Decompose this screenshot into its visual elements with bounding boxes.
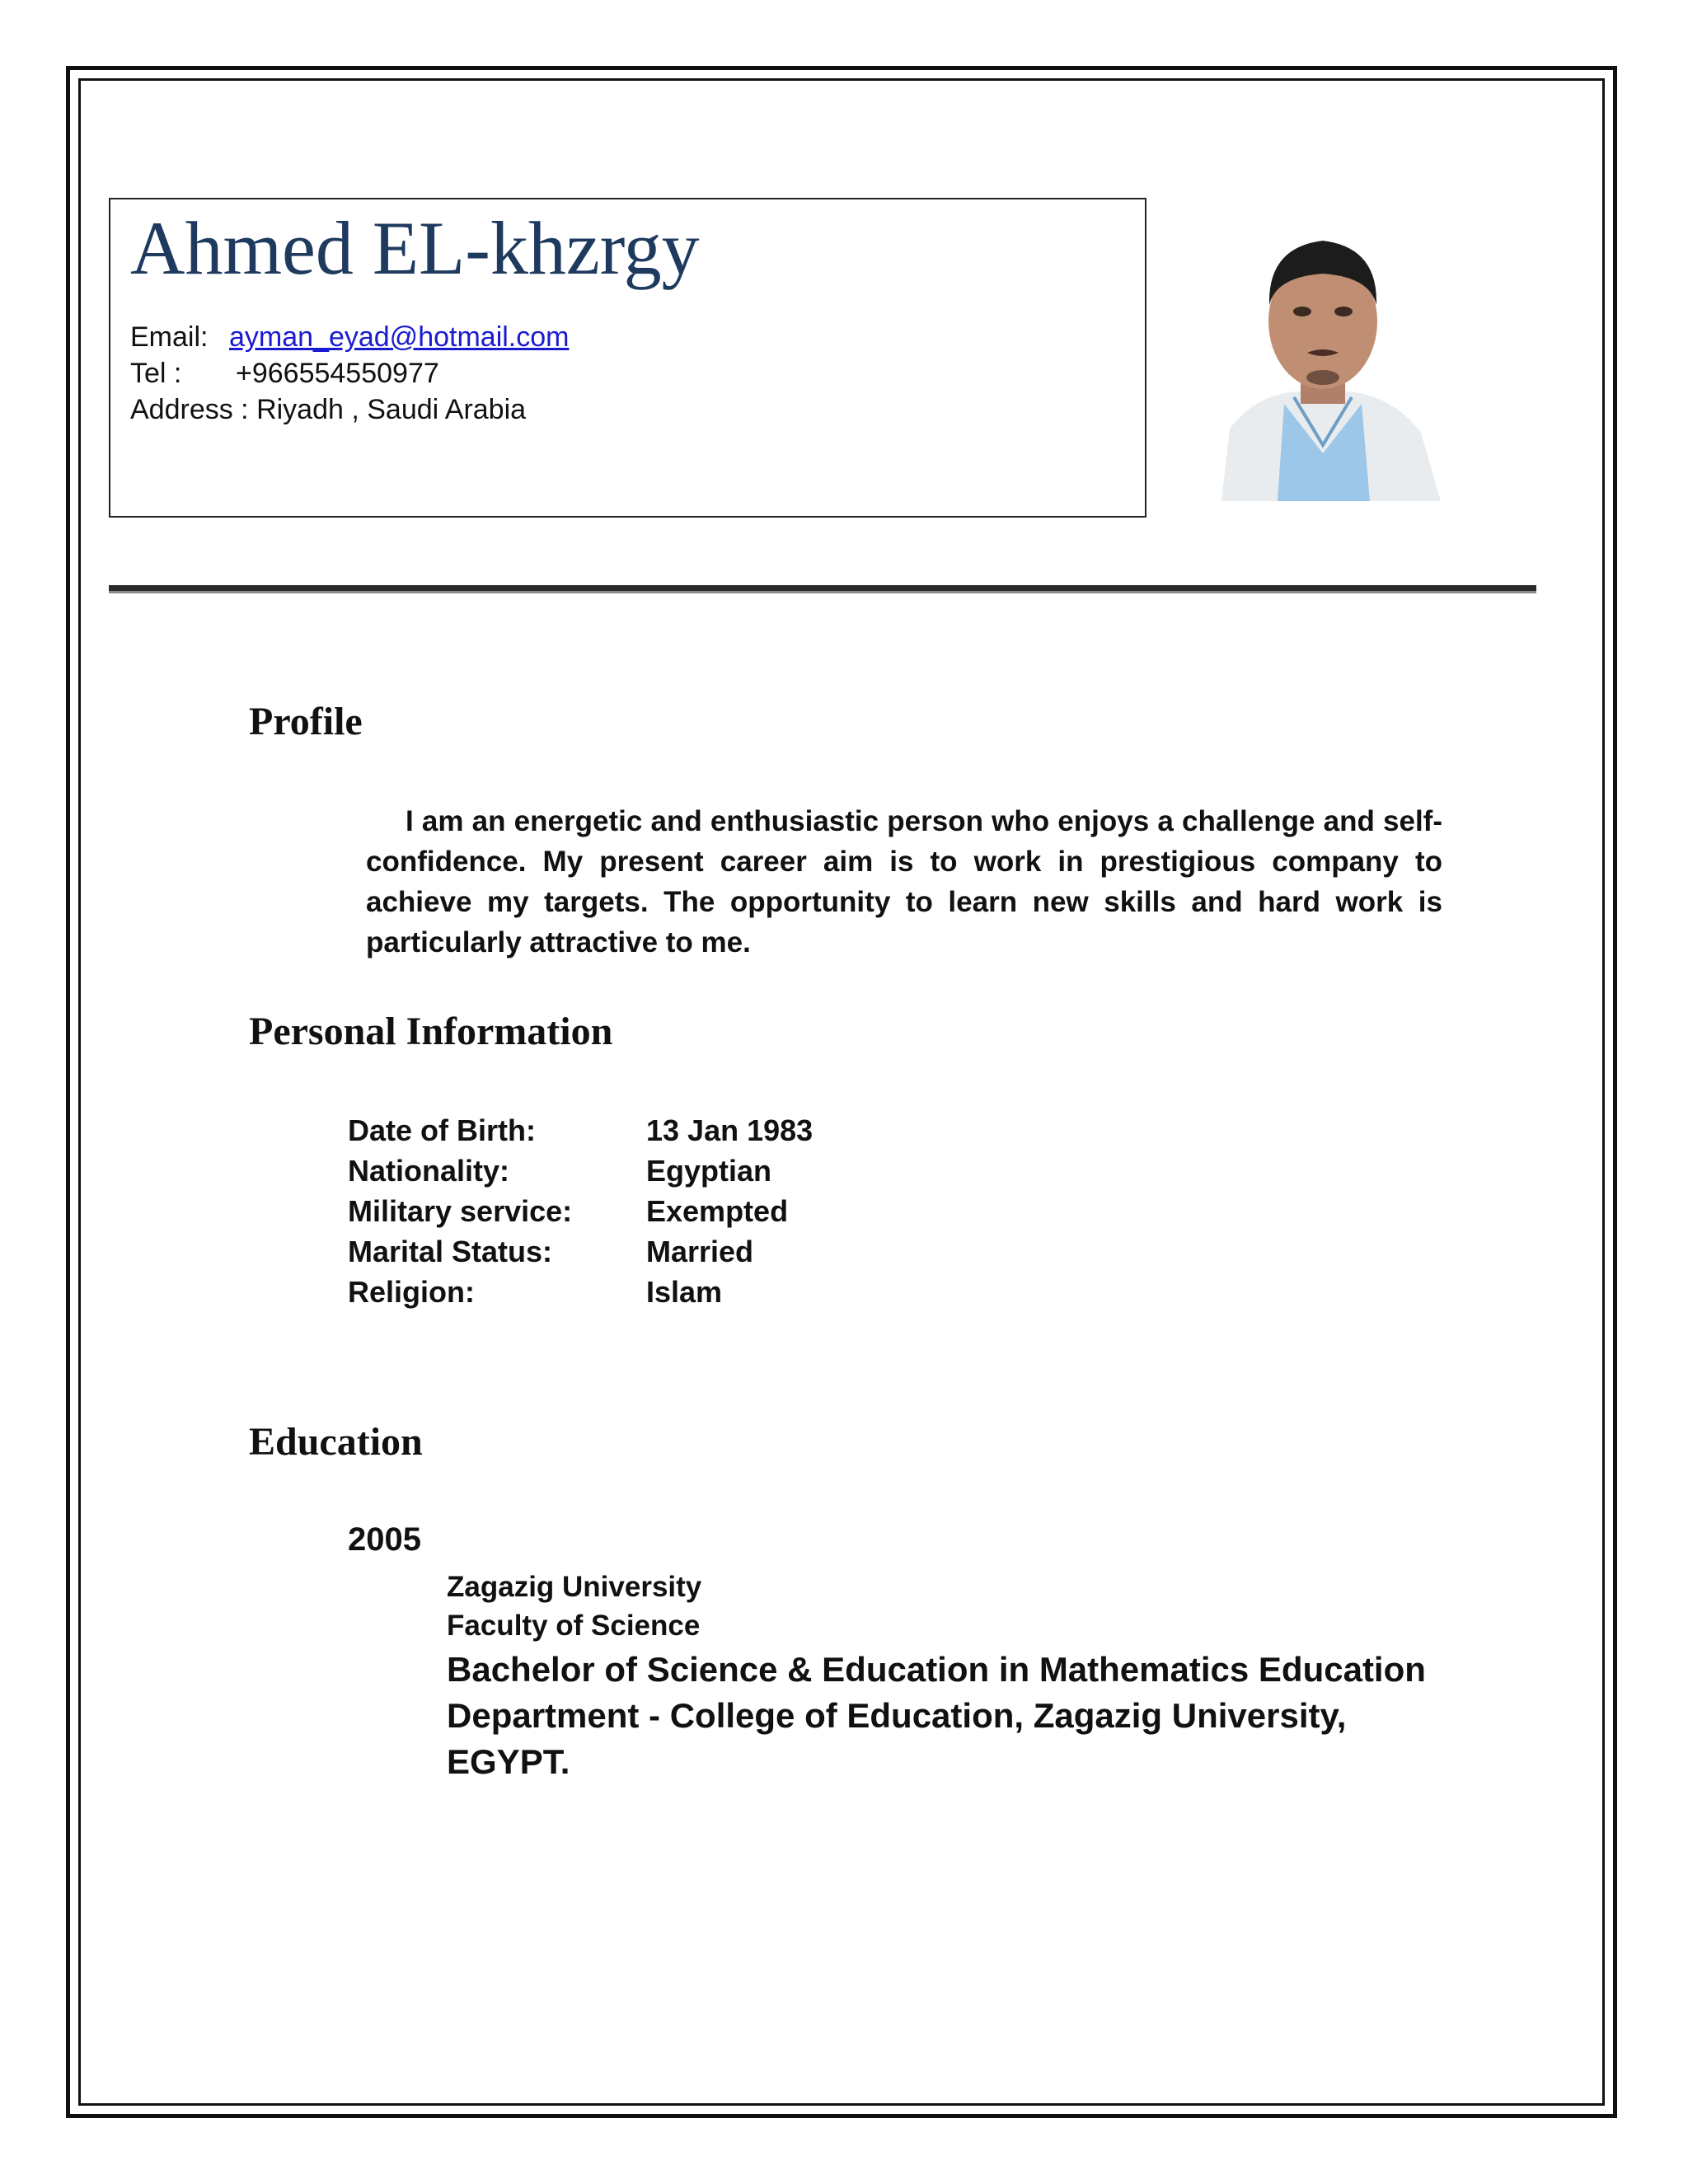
personal-info-row — [348, 1156, 1007, 1193]
education-year: 2005 — [348, 1521, 421, 1558]
tel-line — [130, 358, 439, 389]
education-heading: Education — [249, 1420, 423, 1464]
tel-value: +966554550977 — [236, 358, 439, 389]
info-value: Married — [646, 1235, 754, 1268]
personal-info-heading: Personal Information — [249, 1010, 613, 1053]
info-label: Religion: — [348, 1275, 475, 1309]
info-label: Military service: — [348, 1194, 573, 1228]
info-value: 13 Jan 1983 — [646, 1113, 814, 1147]
info-value: Egyptian — [646, 1154, 772, 1188]
tel-label: Tel : — [130, 358, 182, 389]
email-link[interactable]: ayman_eyad@hotmail.com — [229, 321, 570, 353]
address-line: Address : Riyadh , Saudi Arabia — [130, 394, 527, 425]
email-label: Email: — [130, 321, 209, 353]
personal-info-row — [348, 1113, 1007, 1152]
info-value: Exempted — [646, 1194, 789, 1228]
personal-info-row — [348, 1237, 1007, 1273]
email-line — [130, 321, 570, 353]
personal-info-row — [348, 1277, 1007, 1314]
candidate-name: Ahmed EL-khzrgy — [130, 206, 700, 290]
profile-photo — [1205, 206, 1441, 501]
header-divider — [109, 585, 1536, 593]
education-university: Zagazig University — [447, 1571, 702, 1603]
profile-paragraph: I am an energetic and enthusiastic person who enjoys a challenge and self-confidence. My present career aim is to work in prestigious company to achieve my targets. The opportunity to learn new skills and hard work is particularly attractive to me. — [366, 805, 1442, 958]
info-label: Nationality: — [348, 1154, 510, 1188]
personal-info-row — [348, 1194, 1007, 1233]
education-faculty: Faculty of Science — [447, 1610, 701, 1642]
education-degree: Bachelor of Science & Education in Mathematics Education Department - College of Education, Zagazig University, EGYPT. — [447, 1650, 1426, 1781]
info-label: Date of Birth: — [348, 1113, 536, 1147]
profile-heading: Profile — [249, 700, 363, 743]
info-label: Marital Status: — [348, 1235, 553, 1268]
info-value: Islam — [646, 1275, 723, 1309]
